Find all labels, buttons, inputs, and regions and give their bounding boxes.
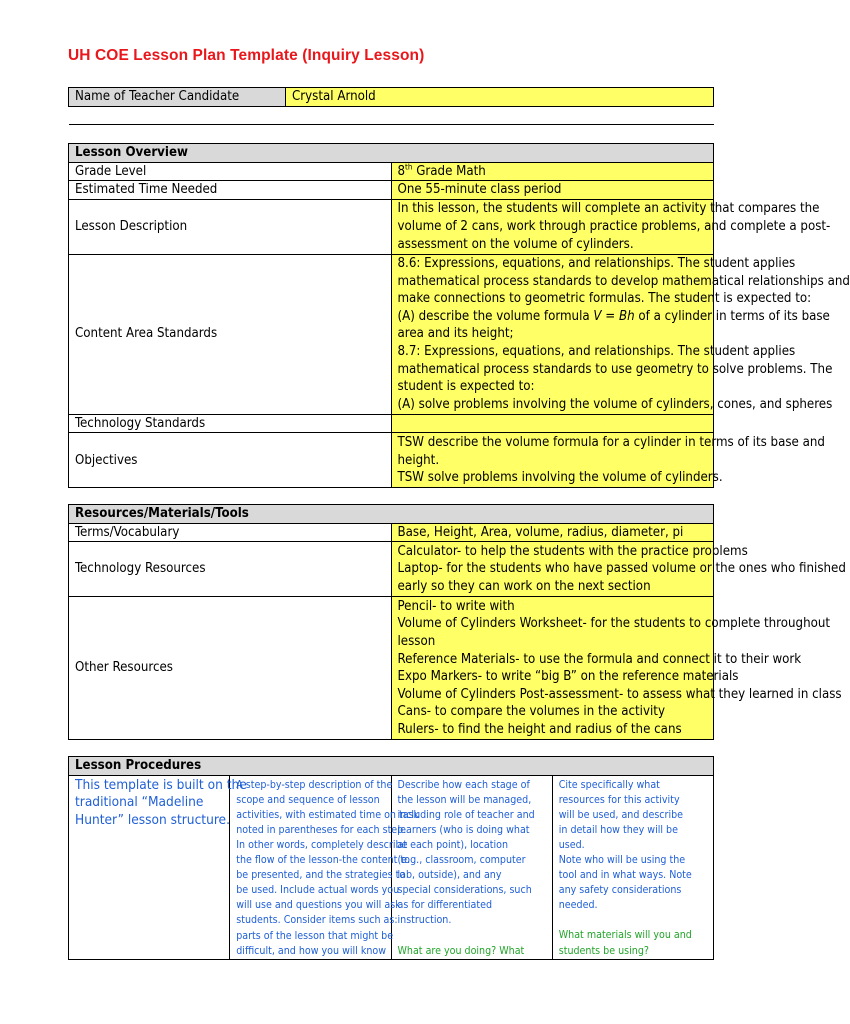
objectives-label: Objectives [69,433,392,488]
spacer-row [69,107,714,125]
tech-standards-label: Technology Standards [69,414,392,433]
other-resources-label: Other Resources [69,597,392,740]
description-value: In this lesson, the students will complete an activity that compares the volume of 2 cans, work through practice problems, and complete a post- assessment on the volume of cylinders. [391,199,714,254]
document-title: UH COE Lesson Plan Template (Inquiry Lesson) [68,47,425,64]
spacer-row [69,740,714,758]
procedures-col-structure: This template is built on the traditional “Madeline Hunter” lesson structure. [69,775,230,959]
procedures-table [68,756,714,960]
description-label: Lesson Description [69,199,392,254]
resources-table [68,504,846,758]
overview-table [68,143,850,488]
resources-header: Resources/Materials/Tools [69,505,714,524]
overview-header: Lesson Overview [69,144,714,163]
teacher-label: Name of Teacher Candidate [69,88,286,107]
grade-value: 8th Grade Math [391,162,714,181]
procedures-col-management: Describe how each stage of the lesson will be managed, including role of teacher and learners (who is doing what at each point), location (e.g., classroom, computer lab, outside), and any special considerations, such as for differentiated instruction. What are you doing? What [391,775,552,959]
time-value: One 55-minute class period [391,181,714,200]
grade-label: Grade Level [69,162,392,181]
content-standards-label: Content Area Standards [69,254,392,414]
procedures-col-steps: A step-by-step description of the scope and sequence of lesson activities, with estimated time on task noted in parentheses for each step. In other words, completely describe the flow of the lesson-the content to be presented, and the strategies to be used. Include actual words you will use and questions you will ask students. Consider items such as: parts of the lesson that might be difficult, and how you will know [230,775,391,959]
tech-resources-value: Calculator- to help the students with the practice problems Laptop- for the students who have passed volume or the ones who finished early so they can work on the next section [391,542,714,597]
tech-standards-value [391,414,714,433]
content-standards-value: 8.6: Expressions, equations, and relationships. The student applies mathematical process standards to develop mathematical relationships and make connections to geometric formulas. The student is expected to: (A) describe the volume formula V = Bh of a cylinder in terms of its base area and its height; 8.7: Expressions, equations, and relationships. The student applies mathematical process standards to use geometry to solve problems. The student is expected to: (A) solve problems involving the volume of cylinders, cones, and spheres [391,254,714,414]
teacher-name: Crystal Arnold [286,88,714,107]
objectives-value: TSW describe the volume formula for a cylinder in terms of its base and height. TSW solve problems involving the volume of cylinders. [391,433,714,488]
time-label: Estimated Time Needed [69,181,392,200]
terms-value: Base, Height, Area, volume, radius, diameter, pi [391,523,714,542]
procedures-header: Lesson Procedures [69,757,714,776]
teacher-table [68,87,714,125]
terms-label: Terms/Vocabulary [69,523,392,542]
other-resources-value: Pencil- to write with Volume of Cylinders Worksheet- for the students to complete throughout lesson Reference Materials- to use the formula and connect it to their work Expo Markers- to write “big B” on the reference materials Volume of Cylinders Post-assessment- to assess what they learned in class Cans- to compare the volumes in the activity Rulers- to find the height and radius of the cans [391,597,714,740]
tech-resources-label: Technology Resources [69,542,392,597]
procedures-col-resources: Cite specifically what resources for this activity will be used, and describe in detail how they will be used. Note who will be using the tool and in what ways. Note any safety considerations needed. What materials will you and students be using? [552,775,713,959]
